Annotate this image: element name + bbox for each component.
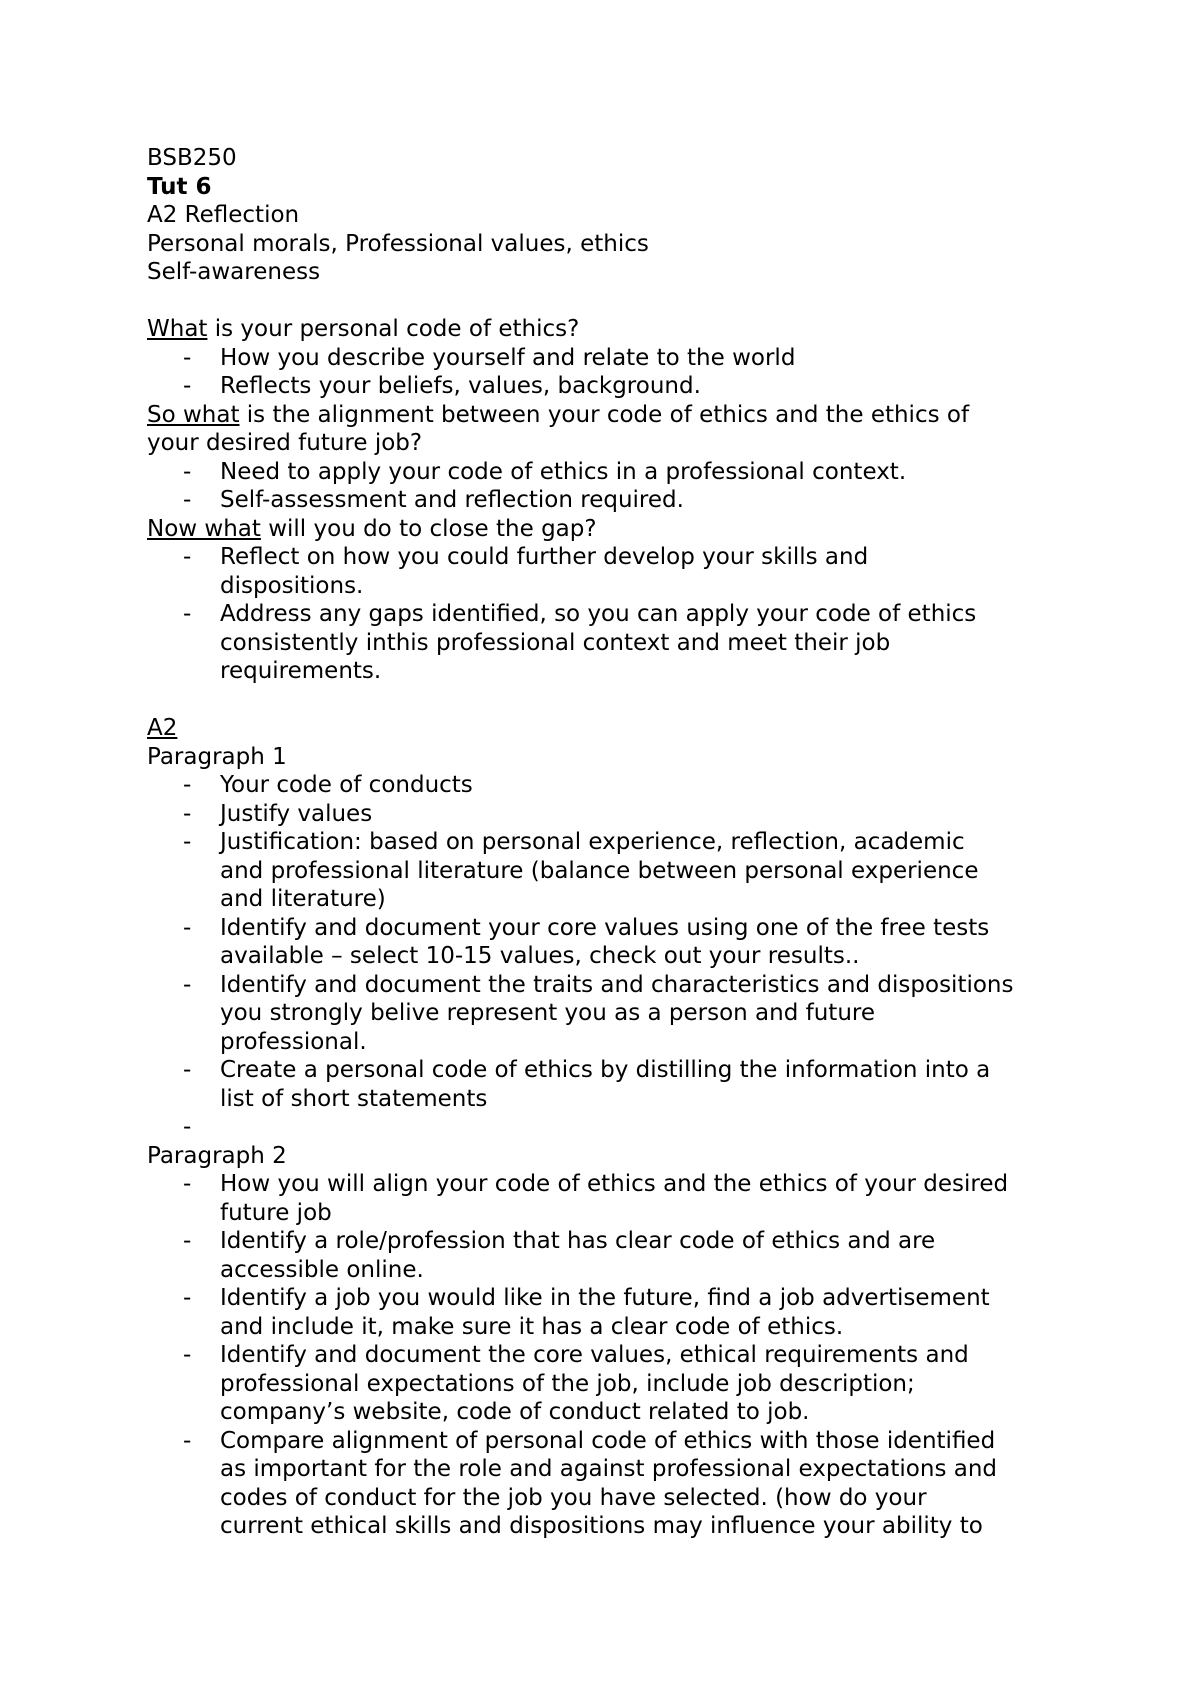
spacer xyxy=(147,686,1200,715)
bullet-text: Justification: based on personal experience, reflection, academic and professional literature (balance between personal experience and literature) xyxy=(220,829,979,912)
bullet-item xyxy=(147,1284,1200,1341)
paragraph-2-title: Paragraph 2 xyxy=(147,1142,287,1169)
bullet-item xyxy=(147,1170,1200,1227)
so-what-bullet-list xyxy=(147,458,1200,515)
bullet-text: Reflect on how you could further develop your skills and dispositions. xyxy=(220,544,869,599)
bullet-text: How you will align your code of ethics and the ethics of your desired future job xyxy=(220,1171,1009,1226)
paragraph-1-title: Paragraph 1 xyxy=(147,743,287,770)
bullet-item xyxy=(147,344,1200,373)
tutorial-title: Tut 6 xyxy=(147,173,212,200)
bullet-item xyxy=(147,458,1200,487)
bullet-text: Identify a role/profession that has clear code of ethics and are accessible online. xyxy=(220,1228,936,1283)
so-what-question xyxy=(147,401,1200,430)
what-lead: What xyxy=(147,316,208,342)
bullet-dash: - xyxy=(183,344,192,371)
so-what-rest: is the alignment between your code of ethics and the ethics of xyxy=(239,401,970,428)
a2-heading: A2 xyxy=(147,715,178,741)
bullet-dash: - xyxy=(183,1057,192,1083)
bullet-item xyxy=(147,543,1200,600)
bullet-item xyxy=(147,600,1200,686)
bullet-text: Self-assessment and reflection required. xyxy=(220,487,684,513)
so-what-lead: So what xyxy=(147,401,240,428)
now-what-bullet-list xyxy=(147,543,1200,686)
bullet-dash: - xyxy=(183,544,192,570)
bullet-item xyxy=(147,771,1200,800)
bullet-dash: - xyxy=(183,1114,192,1140)
bullet-item xyxy=(147,800,1200,829)
bullet-dash: - xyxy=(183,1427,192,1454)
now-what-rest: will you do to close the gap? xyxy=(260,515,597,542)
bullet-item xyxy=(147,372,1200,401)
bullet-text: Need to apply your code of ethics in a professional context. xyxy=(220,458,907,485)
bullet-text: Compare alignment of personal code of ethics with those identified as important for the role and against professional expectations and codes of conduct for the job you have selected. (how do your current ethical skills and dispositions may influence your ability to xyxy=(220,1427,998,1539)
bullet-dash: - xyxy=(183,1285,192,1311)
bullet-text: Address any gaps identified, so you can apply your code of ethics consistently inthis professional context and meet their job requirements. xyxy=(220,601,977,684)
bullet-dash: - xyxy=(183,800,192,827)
bullet-item xyxy=(147,1113,1200,1142)
paragraph-1-bullet-list xyxy=(147,771,1200,1142)
bullet-item xyxy=(147,1056,1200,1113)
bullet-dash: - xyxy=(183,1342,192,1368)
bullet-item xyxy=(147,1227,1200,1284)
bullet-dash: - xyxy=(183,458,192,485)
bullet-text: Create a personal code of ethics by distilling the information into a list of short statements xyxy=(220,1057,991,1112)
bullet-dash: - xyxy=(183,487,192,513)
bullet-dash: - xyxy=(183,1171,192,1197)
course-code: BSB250 xyxy=(147,145,237,171)
bullet-dash: - xyxy=(183,601,192,627)
topic-line: Personal morals, Professional values, ethics xyxy=(147,230,649,257)
subtopic-line: Self-awareness xyxy=(147,259,321,285)
what-rest: is your personal code of ethics? xyxy=(207,316,580,342)
bullet-text: Identify and document the traits and characteristics and dispositions you strongly belive represent you as a person and future professional. xyxy=(220,971,1014,1055)
bullet-text: How you describe yourself and relate to the world xyxy=(220,344,796,371)
what-question xyxy=(147,315,1200,344)
assignment-title: A2 Reflection xyxy=(147,202,300,228)
bullet-item xyxy=(147,1341,1200,1427)
bullet-item xyxy=(147,828,1200,914)
bullet-dash: - xyxy=(183,971,192,998)
bullet-text: Identify a job you would like in the future, find a job advertisement and include it, make sure it has a clear code of ethics. xyxy=(220,1285,990,1340)
bullet-dash: - xyxy=(183,373,192,399)
bullet-dash: - xyxy=(183,829,192,855)
bullet-item xyxy=(147,914,1200,971)
what-bullet-list xyxy=(147,344,1200,401)
now-what-question xyxy=(147,515,1200,544)
bullet-text: Your code of conducts xyxy=(220,772,473,798)
bullet-dash: - xyxy=(183,1228,192,1254)
bullet-item xyxy=(147,1427,1200,1541)
bullet-text: Identify and document your core values using one of the free tests available – select 10-15 values, check out your results.. xyxy=(220,914,990,969)
now-what-lead: Now what xyxy=(147,515,261,542)
bullet-item xyxy=(147,971,1200,1057)
bullet-dash: - xyxy=(183,772,192,798)
paragraph-2-bullet-list xyxy=(147,1170,1200,1541)
bullet-dash: - xyxy=(183,914,192,941)
bullet-text xyxy=(220,1113,1200,1142)
bullet-text: Justify values xyxy=(220,800,373,827)
so-what-question-cont: your desired future job? xyxy=(147,430,423,456)
bullet-text: Reflects your beliefs, values, background. xyxy=(220,373,701,399)
spacer xyxy=(147,287,1200,316)
bullet-item xyxy=(147,486,1200,515)
bullet-text: Identify and document the core values, ethical requirements and professional expectations of the job, include job description; company’s website, code of conduct related to job. xyxy=(220,1342,969,1425)
